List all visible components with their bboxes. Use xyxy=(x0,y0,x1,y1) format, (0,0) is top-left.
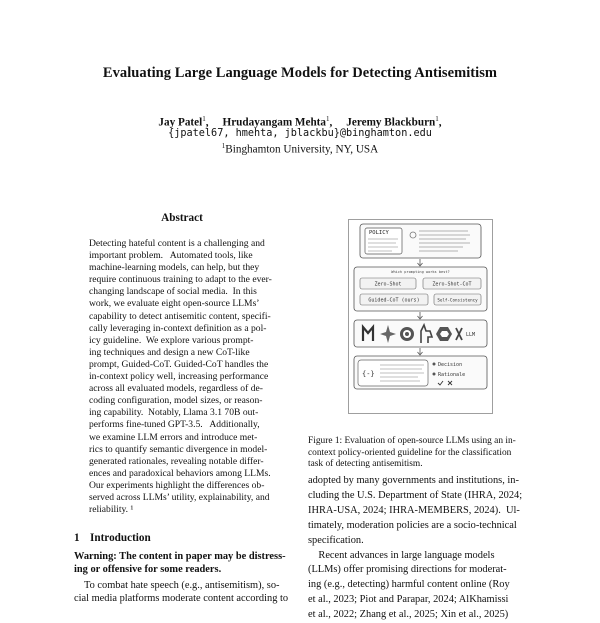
legend-rationale: Rationale xyxy=(438,372,466,378)
intro-line: To combat hate speech (e.g., antisemitism), so- xyxy=(84,580,280,591)
abstract-heading: Abstract xyxy=(161,212,203,224)
intro-line: cial media platforms moderate content according to xyxy=(74,593,289,604)
body-line: et al., 2023; Piot and Parapar, 2024; AlKhamissi xyxy=(308,594,509,606)
abstract-line: Detecting hateful content is a challenging and xyxy=(89,238,265,249)
prompt-label: Guided-CoT (ours) xyxy=(368,297,420,304)
author-separator: , xyxy=(205,116,209,129)
abstract-line: coding configuration, model sizes, or reason- xyxy=(89,395,263,407)
models-label: LLM xyxy=(466,332,476,338)
right-column-body xyxy=(308,474,530,623)
response-braces-icon: {-} xyxy=(362,370,375,378)
body-line: Recent advances in large language models xyxy=(308,549,495,561)
section-heading xyxy=(74,532,151,544)
abstract-body xyxy=(89,238,275,516)
abstract-line: reliability. ¹ xyxy=(89,504,134,516)
abstract-line: cally leveraging in-context definition as a pol- xyxy=(89,322,267,334)
prompt-label: Self-Consistency xyxy=(437,297,478,303)
body-line: timately, moderation policies are a socio-technical xyxy=(308,519,517,531)
caption-line: task of detecting antisemitism. xyxy=(308,459,423,470)
model-robot-icon xyxy=(400,327,414,341)
body-line: specification. xyxy=(308,534,364,546)
abstract-line: generated rationales, revealing notable differ- xyxy=(89,455,264,467)
author-separator: , xyxy=(438,116,442,129)
author-list xyxy=(0,115,600,129)
abstract-line: prompt, Guided-CoT. Guided-CoT handles the xyxy=(89,358,269,370)
affiliation xyxy=(0,142,600,156)
prompt-label: Zero-Shot xyxy=(374,281,402,288)
author-emails: {jpatel67, hmehta, jblackbu}@binghamton.edu xyxy=(168,128,432,139)
warning-line: Warning: The content in paper may be distress- xyxy=(74,551,286,562)
abstract-line: rics to quantify semantic divergence in model- xyxy=(89,443,268,455)
paper-title: Evaluating Large Language Models for Detecting Antisemitism xyxy=(102,65,498,81)
abstract-line: important problem. Automated tools, like xyxy=(89,250,253,262)
abstract-line: require continuous training to adapt to the ever- xyxy=(89,274,272,286)
body-line: adopted by many governments and institutions, in- xyxy=(308,475,519,486)
body-line: IHRA-USA, 2024; IHRA-MEMBERS, 2024). Ul- xyxy=(308,504,520,516)
body-line: cluding the U.S. Department of State (IHRA, 2024; xyxy=(308,489,523,501)
abstract-line: changing landscape of social media. In this xyxy=(89,286,257,298)
abstract-line: capability to detect antisemitic content, specifi- xyxy=(89,310,271,322)
bullet-icon xyxy=(433,363,436,366)
abstract-line: in-context policy well, increasing performance xyxy=(89,371,269,383)
policy-label: POLICY xyxy=(369,230,389,236)
warning-line: ing or offensive for some readers. xyxy=(74,564,222,575)
bullet-icon xyxy=(433,373,436,376)
abstract-line: machine-learning models, can help, but they xyxy=(89,262,260,274)
intro-paragraph xyxy=(74,579,296,605)
abstract-line: Our experiments highlight the differences ob- xyxy=(89,479,265,491)
legend-decision: Decision xyxy=(438,362,463,368)
figure-1-diagram xyxy=(348,219,493,414)
author-mark: 1 xyxy=(202,115,206,123)
section-title: Introduction xyxy=(90,532,151,544)
author-name: Hrudayangam Mehta xyxy=(222,116,326,129)
abstract-line: icy guideline. We explore various prompt- xyxy=(89,334,254,346)
abstract-line: served across LLMs’ utility, explainability, and xyxy=(89,491,270,503)
abstract-line: ing capability. Notably, Llama 3.1 70B out- xyxy=(89,407,259,419)
abstract-line: performs fine-tuned GPT-3.5. Additionally, xyxy=(89,419,260,431)
affiliation-text: Binghamton University, NY, USA xyxy=(225,143,379,156)
affiliation-mark: 1 xyxy=(221,142,226,150)
caption-line: Figure 1: Evaluation of open-source LLMs using an in- xyxy=(308,436,516,446)
abstract-line: work, we evaluate eight open-source LLMs’ xyxy=(89,298,260,310)
abstract-line: we examine LLM errors and introduce met- xyxy=(89,431,258,443)
author-name: Jay Patel xyxy=(158,116,203,129)
abstract-line: across all evaluated models, regardless of de- xyxy=(89,383,263,395)
body-line: et al., 2022; Zhang et al., 2025; Xin et al., 2025) xyxy=(308,609,509,621)
abstract-line: ences and paradoxical behaviors among LLMs. xyxy=(89,467,271,479)
author-mark: 1 xyxy=(435,115,439,123)
author-separator: , xyxy=(329,116,333,129)
caption-line: context policy-oriented guideline for the classification xyxy=(308,447,512,458)
prompting-question: Which prompting works best? xyxy=(391,270,450,274)
content-warning xyxy=(74,550,296,576)
prompt-label: Zero-Shot-CoT xyxy=(432,281,472,288)
figure-caption xyxy=(308,436,530,471)
author-mark: 1 xyxy=(326,115,330,123)
abstract-line: ing techniques and design a new CoT-like xyxy=(89,346,250,358)
body-line: (LLMs) offer promising directions for moderat- xyxy=(308,564,507,576)
author-name: Jeremy Blackburn xyxy=(346,116,436,129)
body-line: ing (e.g., detecting) harmful content online (Roy xyxy=(308,579,510,591)
section-number: 1 xyxy=(74,532,80,544)
